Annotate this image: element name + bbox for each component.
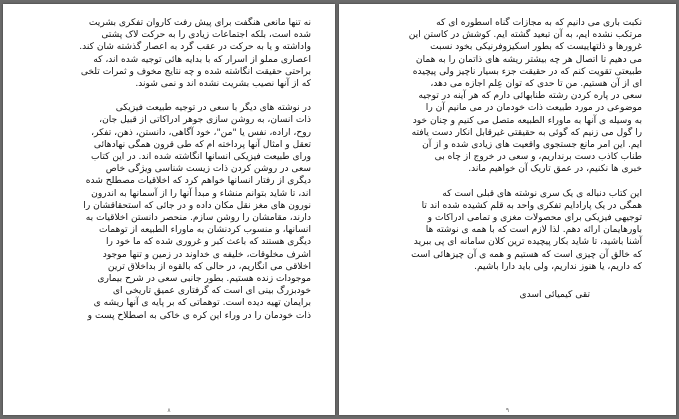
text-line: آشنا باشید، تا شاید بکار پیچیده ترین کلان سامانه ای پی ببرید [413, 237, 642, 248]
text-line: ورای طبیعت فیزیکی انسانها انگاشته شده اند. در این کتاب [91, 152, 311, 163]
text-line: به وسیله ی آنها به ماوراء الطبیعه متصل می کنیم و چنان خود [412, 115, 642, 126]
text-line: ایم. این امر مانع جستجوی واقعیت های زیادی شده و از آن [422, 140, 642, 151]
text-line: اعصاری مملو از اسرار که با بدایه هائی توجیه شده اند، که [93, 54, 311, 65]
text-line: دیگری از رفتار انسانها خواهم کرد که اخلاقیات مصطلح شده [85, 176, 311, 187]
text-line: در نوشته های دیگر با سعی در توجیه طبیعت فیزیکی [115, 103, 311, 114]
text-line: که خالق آن چیزی است که هستیم و همه ی آن چیزهائی است [411, 249, 642, 260]
paragraph [369, 188, 642, 273]
text-line: برایمان تهیه دیده است. توهماتی که بر پایه ی آنها ریشه ی [93, 298, 311, 309]
paragraph [369, 17, 642, 176]
text-line: اند، تا شاید بتوانم منشاء و مبدأ آنها را از آسمانها به اندرون [91, 188, 311, 199]
text-line: تعقل و امثال آنها پرداخته ام که طی قرون همگی نهادهائی [93, 139, 311, 150]
text-line: واداشته و یا به حرکت در عقب گرد به اعصار گذشته شان کند. [79, 42, 311, 53]
text-line: توجیهی فیزیکی برای محصولات مغزی و تمامی ادراکات و [427, 213, 642, 224]
right-page [339, 4, 676, 415]
text-line: دارند، مقامشان را روشن سازم. منحصر دانستن اخلاقیات به [85, 213, 311, 224]
left-page-number: ۸ [167, 407, 171, 414]
paragraph [27, 17, 311, 90]
text-line: را گول می زنیم که گوئی به حقیقتی غیرقابل انکار دست یافته [411, 127, 642, 138]
text-line: باورهایمان ارائه دهم. لذا لازم است که با همه ی نوشته ها [425, 225, 642, 236]
right-page-text [369, 17, 642, 301]
text-line: مرتکب نشده ایم، به آن تبعید گشته ایم. کوشش در کاستن این [408, 30, 642, 41]
paragraph [27, 102, 311, 322]
text-line: شده است، بلکه اجتماعات زیادی را به حرکت لاک پشتی [101, 30, 311, 41]
text-line: طبیعتی تقویت کنم که در حقیقت جزء بسیار ناچیز ولی پیچیده [412, 66, 642, 77]
text-line: روح، اراده، نفس یا "من"، خود آگاهی، دانستن، ذهن، تفکر، [91, 127, 311, 138]
text-line: نه تنها مانعی هنگفت برای پیش رفت کاروان تفکری بشریت [88, 18, 311, 28]
text-line: می دهیم تا اتصال هر چه بیشتر ریشه های ذاتمان را به همان [415, 54, 642, 65]
text-line: خودبزرگ بینی ای است که گرفتاری عمیق تاریخی ای [112, 286, 311, 297]
text-line: اخلاقی می انگاریم، در حالی که بالقوه از بداخلاق ترین [107, 261, 311, 272]
text-line: موضوعی در مورد طبیعت ذات خودمان در می مانیم آن را [425, 103, 642, 114]
text-line: که از آنها نصیب بشریت نشده اند و نمی شوند. [135, 79, 311, 90]
text-line: دیگری هستند که باعث کبر و غروری شده که ما خود را [105, 237, 311, 248]
text-line: سعی در پاره کردن رشته طنابهائی دارم که هر آینه در توجیه [418, 91, 642, 102]
text-line: اشرف مخلوقات، خلیفه ی خداوند در زمین و تنها موجود [102, 249, 311, 260]
right-page-number: ۹ [505, 407, 510, 414]
text-line: خبری ها نکنیم، در عمق تاریک آن خواهیم ماند. [468, 164, 642, 175]
text-line: ذات خودمان را در وراء این کره ی خاکی به اصطلاح پست و [87, 310, 311, 321]
text-line: نورون های مغز نقل مکان داده و در جائی که استحقاقشان را [83, 200, 311, 211]
text-line: سعی در روشن کردن ذات زیست شناسی ویژگی خاص [105, 164, 311, 175]
author-signature: تقی کیمیائی اسدی [519, 290, 590, 301]
text-line: انسانها، و منسوب کردنشان به ماوراء الطبیعه از توهمات [98, 225, 311, 236]
text-line: ای از آن هستیم. من تا حدی که توان عِلم اجازه می دهد، [430, 79, 642, 90]
text-line: که داریم، یا هنوز نداریم، ولی باید دارا باشیم. [474, 261, 642, 272]
left-page-text [27, 17, 311, 322]
text-line: همگی در یک پارادایم تفکری واحد به قلم کشیده شده اند تا [421, 200, 642, 211]
text-line: غرورها و ذلتهاییست که بطور اسکیزوفرنیکی بخود نسبت [430, 42, 642, 53]
text-line: این کتاب دنباله ی یک سری نوشته های قبلی است که [442, 188, 642, 199]
text-line: نکبت باری می دانیم که به مجازات گناه اسطوره ای که [436, 18, 642, 28]
text-line: براحتی حقیقت انگاشته شده و چه نتایج مخوف و ثمرات تلخی [80, 66, 311, 77]
left-page [3, 4, 335, 415]
text-line: طناب کاذب دست برنداریم، و سعی در خروج از چاه بی [434, 152, 642, 163]
text-line: ذات انسان، به روشن سازی جوهر ادراکاتی از قبیل جان، [99, 115, 311, 126]
text-line: موجودات زنده هستیم. بطور جانبی سعی در شرح بیماری [97, 274, 311, 285]
